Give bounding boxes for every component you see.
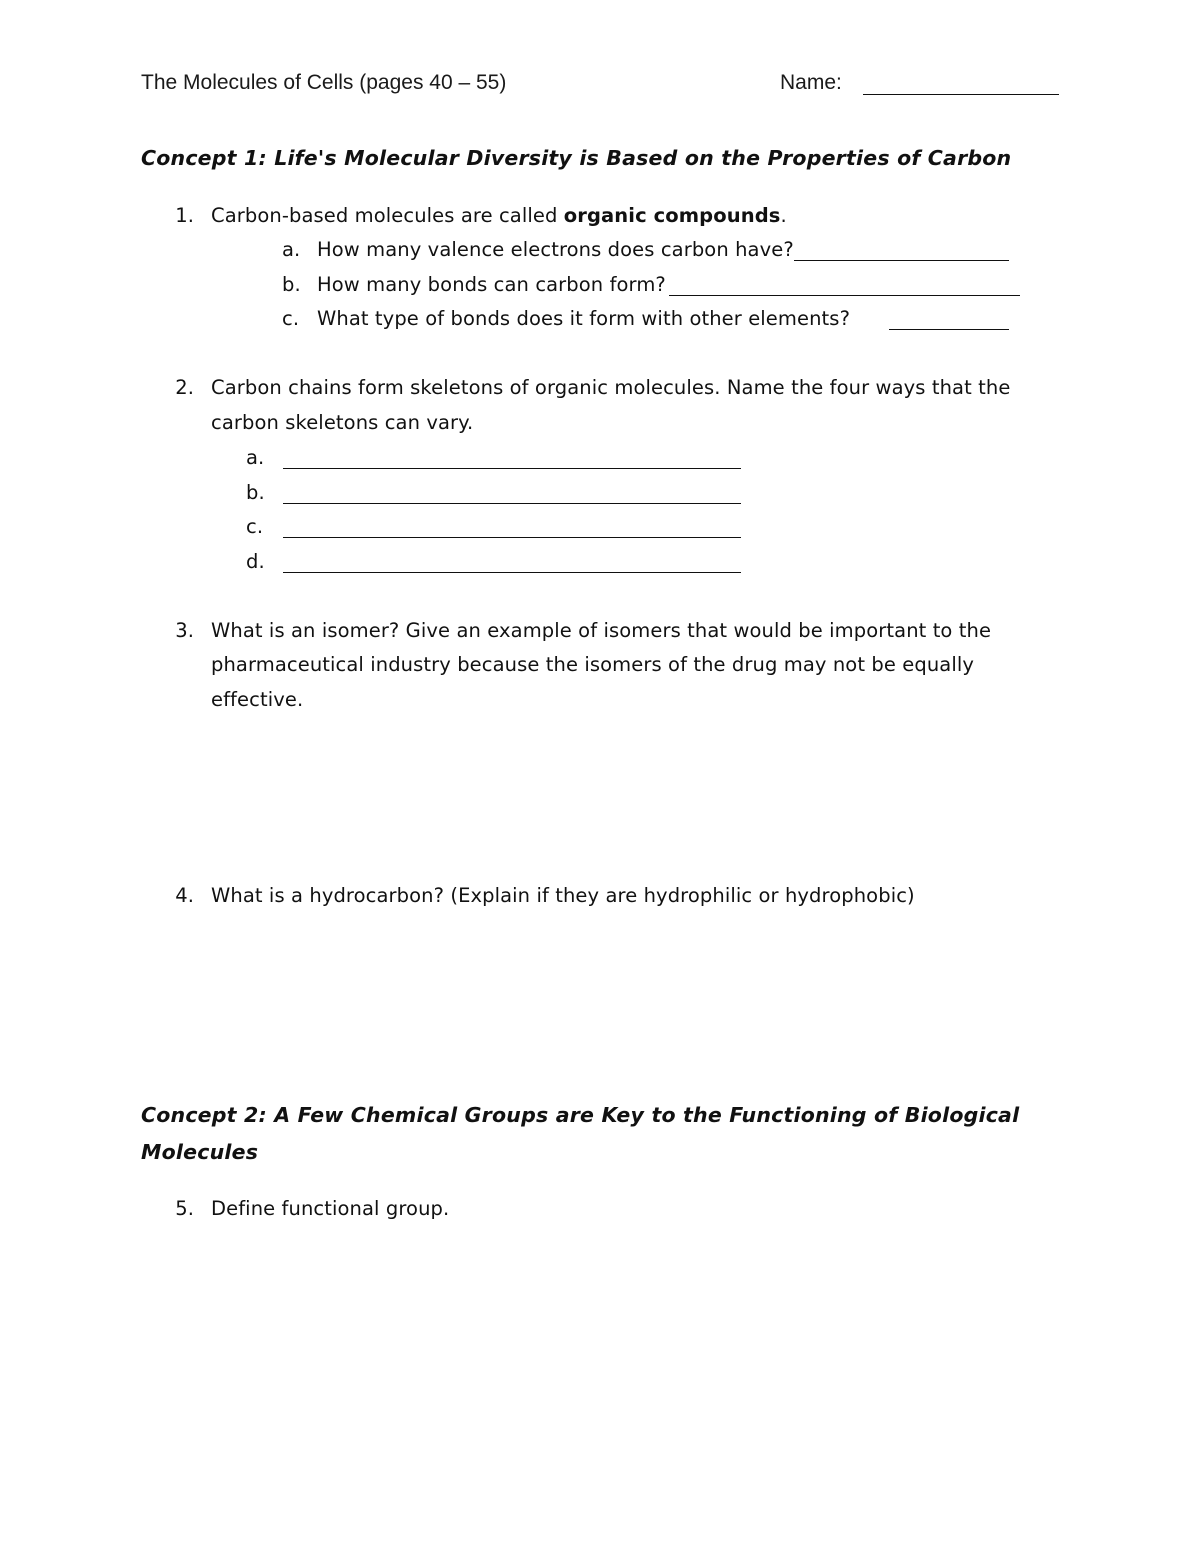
q5-number: 5.	[175, 1197, 194, 1220]
q1-text-before: Carbon-based molecules are called	[211, 204, 564, 227]
q2b-letter: b.	[246, 481, 265, 504]
q1-text	[211, 204, 787, 228]
q3-text-line3: effective.	[211, 688, 304, 711]
q2c-answer-blank[interactable]	[283, 519, 741, 538]
q2-text-line2: carbon skeletons can vary.	[211, 411, 474, 434]
q2b-answer-blank[interactable]	[283, 485, 741, 504]
q3-text-line1: What is an isomer? Give an example of isomers that would be important to the	[211, 619, 992, 642]
concept-2-prefix: Concept 2	[141, 1103, 259, 1127]
q2a-letter: a.	[246, 446, 265, 469]
q1a-answer-blank[interactable]	[794, 242, 1009, 261]
q3-number: 3.	[175, 619, 194, 642]
q1-number: 1.	[175, 204, 194, 227]
q4-number: 4.	[175, 884, 194, 907]
name-label-text: Name:	[780, 71, 842, 94]
q1b-text: How many bonds can carbon form?	[317, 273, 666, 296]
q1-bold-term: organic compounds	[563, 204, 781, 227]
concept-2-title-line2: Molecules	[141, 1140, 259, 1164]
name-label	[780, 71, 842, 95]
q2d-answer-blank[interactable]	[283, 554, 741, 573]
q2-number: 2.	[175, 376, 194, 399]
q1c-answer-blank[interactable]	[889, 311, 1009, 330]
name-blank[interactable]	[863, 76, 1059, 95]
q2c-letter: c.	[246, 515, 264, 538]
q1a-letter: a.	[282, 238, 301, 261]
concept-1-prefix: Concept 1	[141, 146, 259, 170]
concept-2-heading	[141, 1103, 1019, 1127]
q2d-letter: d.	[246, 550, 265, 573]
q1b-answer-blank[interactable]	[669, 277, 1020, 296]
concept-1-title: : Life's Molecular Diversity is Based on the Properties of Carbon	[258, 146, 1012, 170]
q2-text-line1: Carbon chains form skeletons of organic molecules. Name the four ways that the	[211, 376, 1011, 399]
q1c-letter: c.	[282, 307, 300, 330]
q5-text: Define functional group.	[211, 1197, 450, 1220]
q2a-answer-blank[interactable]	[283, 450, 741, 469]
q1a-text: How many valence electrons does carbon have?	[317, 238, 794, 261]
q1-text-after: .	[780, 204, 787, 227]
worksheet-title: The Molecules of Cells (pages 40 – 55)	[141, 71, 507, 94]
q4-text: What is a hydrocarbon? (Explain if they are hydrophilic or hydrophobic)	[211, 884, 915, 907]
concept-1-heading	[141, 146, 1011, 170]
q1b-letter: b.	[282, 273, 301, 296]
q1c-text: What type of bonds does it form with other elements?	[317, 307, 851, 330]
concept-2-title-line1: : A Few Chemical Groups are Key to the Functioning of Biological	[258, 1103, 1020, 1127]
q3-text-line2: pharmaceutical industry because the isomers of the drug may not be equally	[211, 653, 975, 676]
